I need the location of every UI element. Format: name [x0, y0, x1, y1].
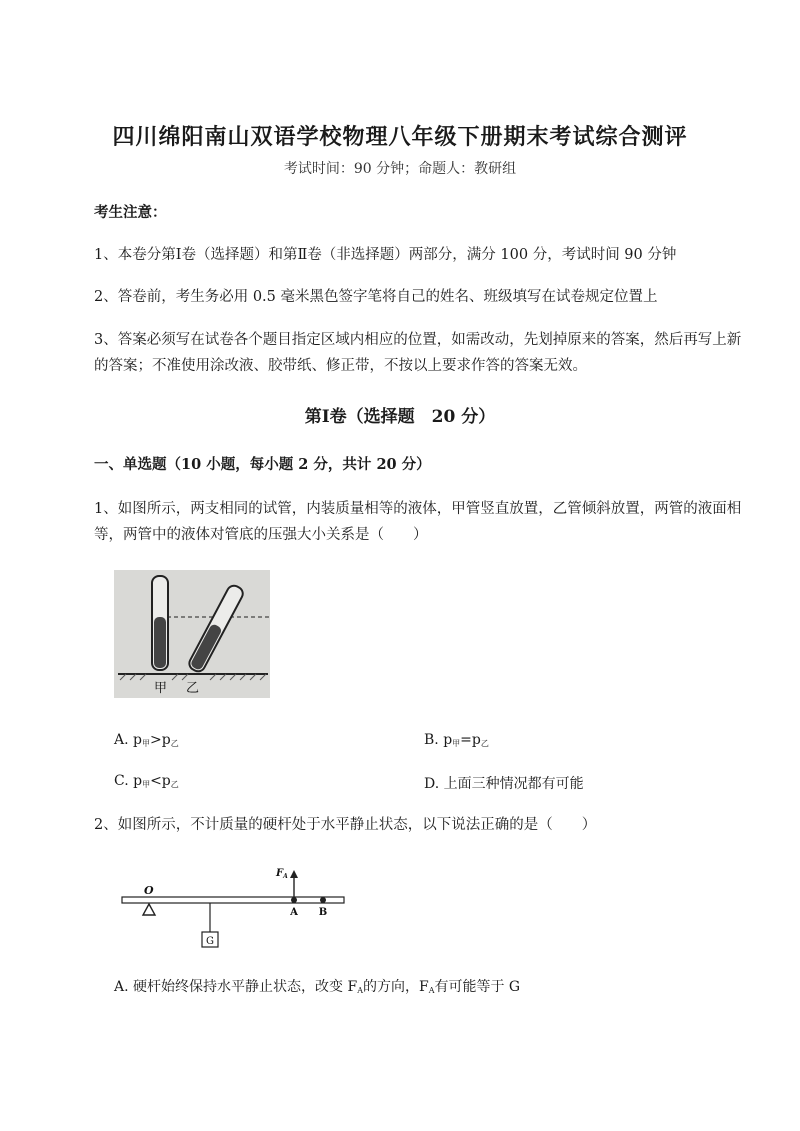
option-b[interactable]: B. $p_甲=p_乙$ [424, 732, 489, 748]
page-title: 四川绵阳南山双语学校物理八年级下册期末考试综合测评 [112, 124, 688, 150]
option-c[interactable]: C. $p_甲<p_乙$ [114, 773, 179, 789]
label-yi: 乙 [186, 681, 200, 696]
part-heading: 一、单选题（10 小题，每小题 2 分，共计 20 分） [94, 456, 431, 473]
option-d[interactable]: D. 上面三种情况都有可能 [424, 776, 584, 792]
label-o: O [144, 884, 154, 897]
label-a: A [290, 907, 298, 918]
notice-item-3-cont: 的答案；不准使用涂改液、胶带纸、修正带，不按以上要求作答的答案无效。 [94, 358, 587, 374]
q2-option-a[interactable]: A. 硬杆始终保持水平静止状态，改变 $F_A$的方向，$F_A$有可能等于 G [114, 979, 521, 995]
option-a[interactable]: A. $p_甲>p_乙$ [114, 732, 179, 748]
page-subtitle: 考试时间：90 分钟；命题人：教研组 [283, 161, 517, 177]
label-jia: 甲 [154, 681, 168, 696]
question-1-line-1: 1、如图所示，两支相同的试管，内装质量相等的液体，甲管竖直放置，乙管倾斜放置，两管的液面相 [94, 501, 742, 517]
lever-figure [118, 862, 350, 952]
notice-item-2: 2、答卷前，考生务必用 0.5 毫米黑色签字笔将自己的姓名、班级填写在试卷规定位置上 [94, 289, 658, 305]
test-tube-figure [114, 570, 270, 698]
notice-item-1: 1、本卷分第Ⅰ卷（选择题）和第Ⅱ卷（非选择题）两部分，满分 100 分，考试时间 90 分钟 [94, 247, 677, 263]
notice-item-3: 3、答案必须写在试卷各个题目指定区域内相应的位置，如需改动，先划掉原来的答案，然后再写上新 [94, 332, 742, 348]
label-g: G [206, 936, 214, 947]
question-1-line-2: 等，两管中的液体对管底的压强大小关系是（ ） [94, 527, 428, 543]
label-f: $F_A$ [276, 868, 288, 880]
section-title: 第Ⅰ卷（选择题 20 分） [304, 407, 496, 427]
label-b: B [318, 907, 328, 918]
question-2-line-1: 2、如图所示，不计质量的硬杆处于水平静止状态，以下说法正确的是（ ） [94, 817, 597, 833]
notice-heading: 考生注意： [94, 204, 167, 221]
